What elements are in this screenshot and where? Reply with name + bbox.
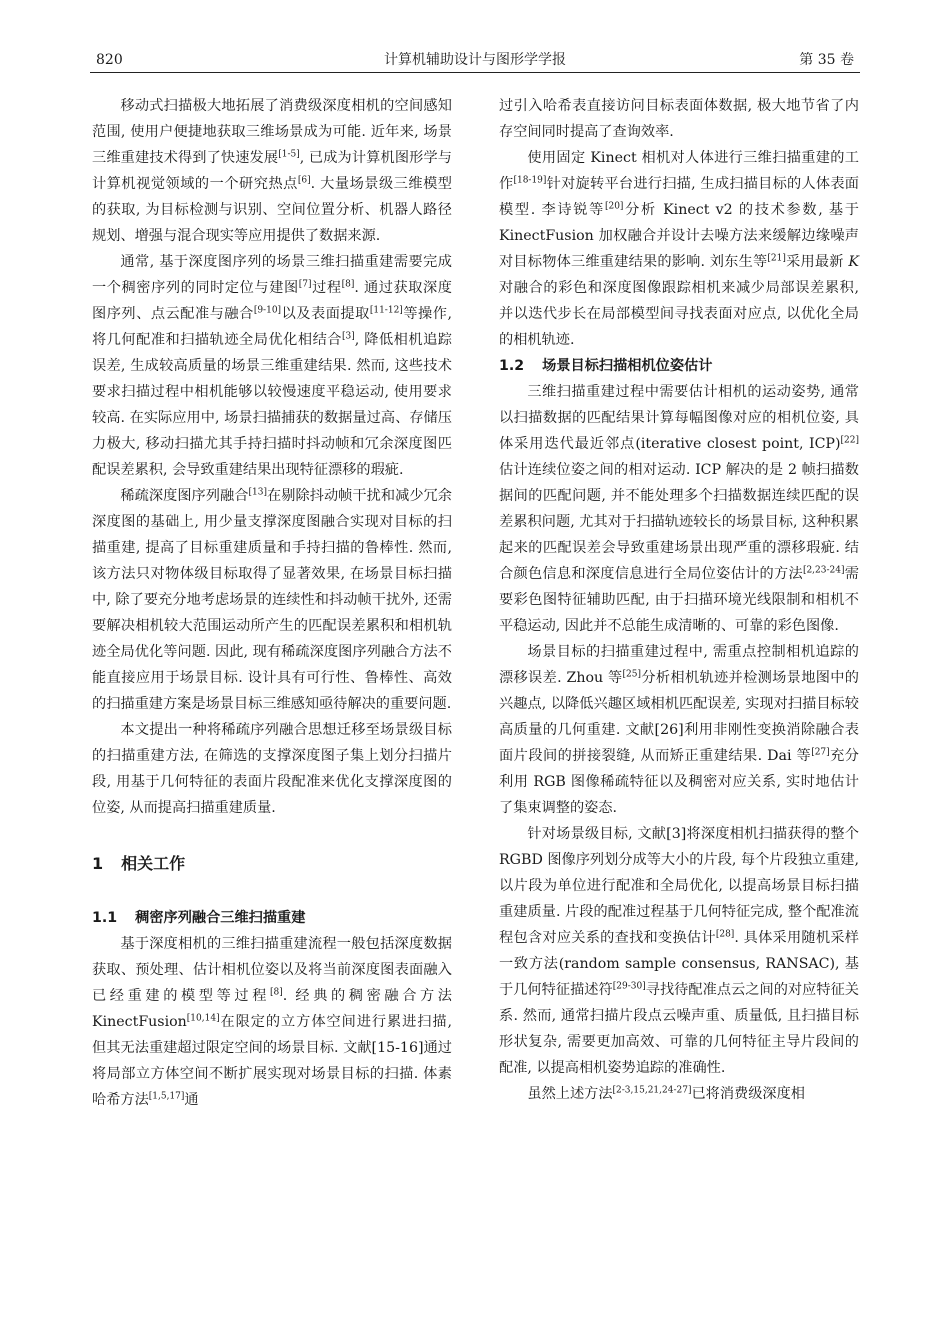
paragraph: 场景目标的扫描重建过程中, 需重点控制相机追踪的漂移误差. Zhou 等[25]分析相机轨迹并检测场景地图中的兴趣点, 以降低兴趣区域相机匹配误差, 实现对扫描目标较高质量的几何重建. 文献[26]利用非刚性变换消除融合表面片段间的拼接裂缝, 从而矫正重建结果. Dai 等[27]充分利用 RGB 图像稀疏特征以及稠密对应关系, 实时地估计了集束调整的姿态. — [499, 644, 859, 816]
paragraph: 三维扫描重建过程中需要估计相机的运动姿势, 通常以扫描数据的匹配结果计算每幅图像对应的相机位姿, 具体采用迭代最近邻点(iterative closest point, ICP)[22]估计连续位姿之间的相对运动. ICP 解决的是 2 帧扫描数据间的匹配问题, 并不能处理多个扫描数据连续匹配的误差累积问题, 尤其对于扫描轨迹较长的场景目标, 这种积累起来的匹配误差会导致重建场景出现严重的漂移瑕疵. 结合颜色信息和深度信息进行全局位姿估计的方法[2,23-24]需要彩色图特征辅助匹配, 由于扫描环境光线限制和相机不平稳运动, 因此并不总能生成清晰的、可靠的彩色图像. — [499, 384, 859, 634]
header-rule — [90, 72, 860, 73]
subsection-heading: 1.2 场景目标扫描相机位姿估计 — [499, 358, 713, 374]
journal-title: 计算机辅助设计与图形学学报 — [384, 52, 566, 68]
paragraph: 使用固定 Kinect 相机对人体进行三维扫描重建的工作[18-19]针对旋转平台进行扫描, 生成扫描目标的人体表面模型. 李诗锐等[20]分析 Kinect v2 的技术参数, 基于 KinectFusion 加权融合并设计去噪方法来缓解边缘噪声对目标物体三维重建结果的影响. 刘东生等[21]采用最新 K 对融合的彩色和深度图像跟踪相机来减少局部误差累积, 并以迭代步长在局部模型间寻找表面对应点, 以优化全局的相机轨迹. — [499, 150, 859, 348]
running-header — [90, 50, 860, 70]
paragraph: 虽然上述方法[2-3,15,21,24-27]已将消费级深度相 — [527, 1085, 805, 1102]
paragraph: 移动式扫描极大地拓展了消费级深度相机的空间感知范围, 使用户便捷地获取三维场景成为可能. 近年来, 场景三维重建技术得到了快速发展[1-5], 已成为计算机图形学与计算机视觉领域的一个研究热点[6]. 大量场景级三维模型的获取, 为目标检测与识别、空间位置分析、机器人路径规划、增强与混合现实等应用提供了数据来源. — [92, 98, 452, 244]
paragraph: 过引入哈希表直接访问目标表面体数据, 极大地节省了内存空间同时提高了查询效率. — [499, 98, 859, 140]
subsection-heading: 1.1 稠密序列融合三维扫描重建 — [92, 910, 306, 926]
paragraph: 稀疏深度图序列融合[13]在剔除抖动帧干扰和减少冗余深度图的基础上, 用少量支撑深度图融合实现对目标的扫描重建, 提高了目标重建质量和手持扫描的鲁棒性. 然而, 该方法只对物体级目标取得了显著效果, 在场景目标扫描中, 除了要充分地考虑场景的连续性和抖动帧干扰外, 还需要解决相机较大范围运动所产生的匹配误差累积和相机轨迹全局优化等问题. 因此, 现有稀疏深度图序列融合方法不能直接应用于场景目标. 设计具有可行性、鲁棒性、高效的扫描重建方案是场景目标三维感知亟待解决的重要问题. — [92, 487, 452, 712]
paragraph: 通常, 基于深度图序列的场景三维扫描重建需要完成一个稠密序列的同时定位与建图[7]过程[8]. 通过获取深度图序列、点云配准与融合[9-10]以及表面提取[11-12]等操作, 将几何配准和扫描轨迹全局优化相结合[3], 降低相机追踪误差, 生成较高质量的场景三维重建结果. 然而, 这些技术要求扫描过程中相机能够以较慢速度平稳运动, 使用要求较高. 在实际应用中, 场景扫描捕获的数据量过高、存储压力极大, 移动扫描尤其手持扫描时抖动帧和冗余深度图匹配误差累积, 会导致重建结果出现特征漂移的瑕疵. — [92, 254, 452, 478]
paragraph: 针对场景级目标, 文献[3]将深度相机扫描获得的整个 RGBD 图像序列划分成等大小的片段, 每个片段独立重建, 以片段为单位进行配准和全局优化, 以提高场景目标扫描重建质量. 片段的配准过程基于几何特征完成, 整个配准流程包含对应关系的查找和变换估计[28]. 具体采用随机采样一致方法(random sample consensus, RANSAC), 基于几何特征描述符[29-30]寻找待配准点云之间的对应特征关系. 然而, 通常扫描片段点云噪声重、质量低, 且扫描目标形状复杂, 需要更加高效、可靠的几何特征主导片段间的配准, 以提高相机姿势追踪的准确性. — [499, 826, 859, 1076]
paragraph: 基于深度相机的三维扫描重建流程一般包括深度数据获取、预处理、估计相机位姿以及将当前深度图表面融入已经重建的模型等过程[8]. 经典的稠密融合方法 KinectFusion[10,14]在限定的立方体空间进行累进扫描, 但其无法重建超过限定空间的场景目标. 文献[15-16]通过将局部立方体空间不断扩展实现对场景目标的扫描. 体素哈希方法[1,5,17]通 — [92, 936, 452, 1108]
page-number: 820 — [96, 52, 123, 68]
right-column — [499, 93, 859, 1107]
left-column — [92, 93, 452, 1113]
paragraph: 本文提出一种将稀疏序列融合思想迁移至场景级目标的扫描重建方法, 在筛选的支撑深度图子集上划分扫描片段, 用基于几何特征的表面片段配准来优化支撑深度图的位姿, 从而提高扫描重建质量. — [92, 722, 452, 816]
volume-label: 第 35 卷 — [799, 52, 854, 68]
section-heading: 1 相关工作 — [92, 854, 186, 873]
